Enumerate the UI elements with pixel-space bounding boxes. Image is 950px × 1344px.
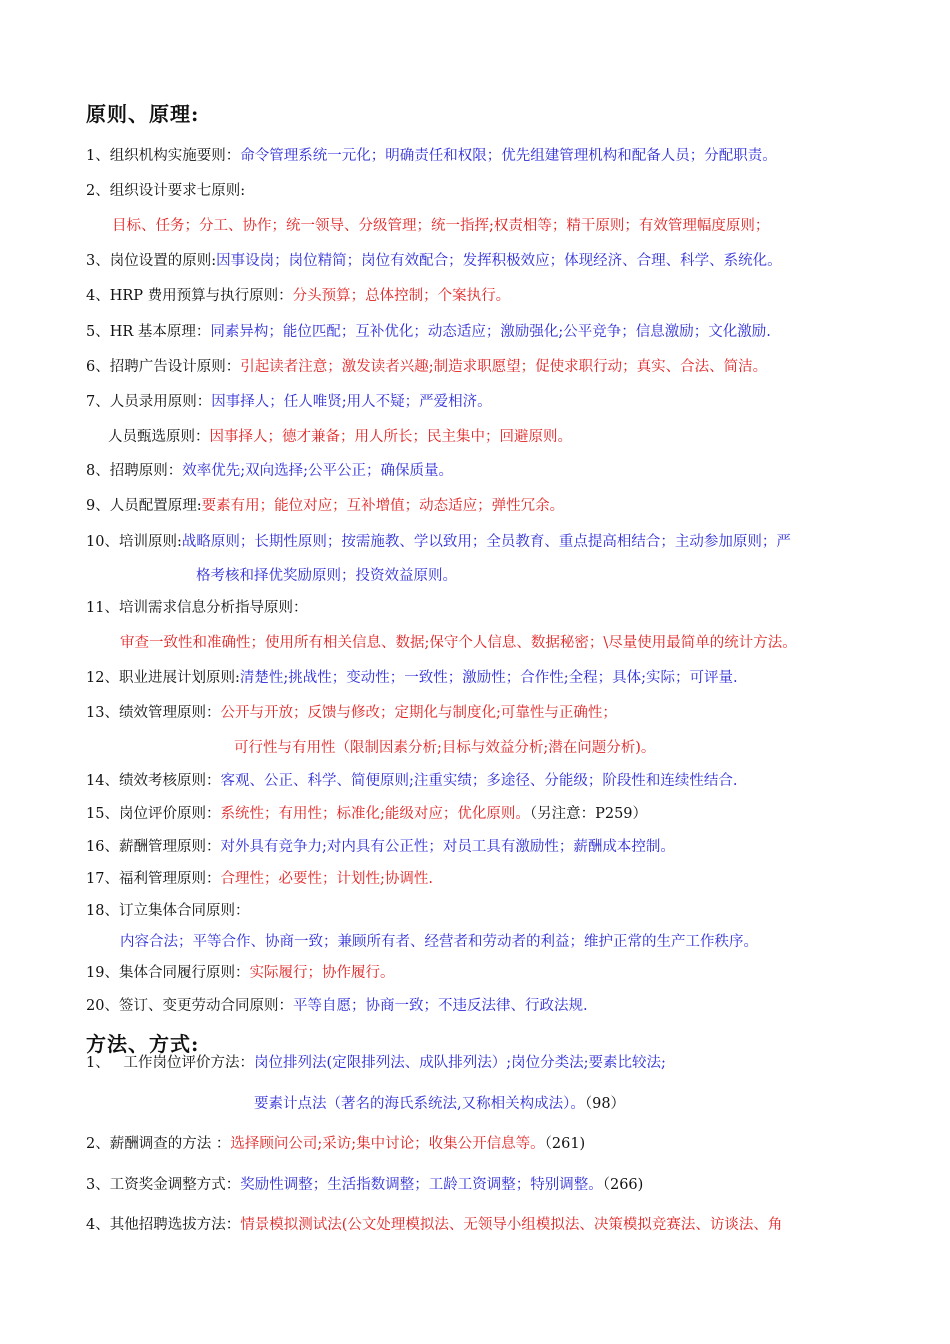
item-value: 分头预算；总体控制；个案执行。 <box>292 288 511 304</box>
item-value: 命令管理系统一元化；明确责任和权限；优先组建管理机构和配备人员；分配职责。 <box>240 148 777 164</box>
item-value: 平等自愿；协商一致；不违反法律、行政法规. <box>292 998 588 1014</box>
item-13-continuation: 可行性与有用性（限制因素分析;目标与效益分析;潜在问题分析)。 <box>234 740 656 756</box>
item-label: 4、其他招聘选拔方法： <box>86 1217 241 1233</box>
item-label: 3、岗位设置的原则: <box>86 253 217 269</box>
item-10-continuation: 格考核和择优奖励原则；投资效益原则。 <box>196 568 457 584</box>
item-label: 2、薪酬调查的方法 ： <box>86 1136 231 1152</box>
item-11 <box>86 598 307 618</box>
item-value: 情景模拟测试法(公文处理模拟法、无领导小组模拟法、决策模拟竞赛法、访谈法、角 <box>240 1217 783 1233</box>
item-note: （98） <box>584 1096 626 1112</box>
item-value: 战略原则；长期性原则；按需施教、学以致用；全员教育、重点提高相结合；主动参加原则；严 <box>181 534 791 550</box>
item-label: 15、岗位评价原则： <box>86 806 221 822</box>
item-6 <box>86 357 767 377</box>
item-7 <box>86 392 492 412</box>
item-19 <box>86 963 394 983</box>
item-9 <box>86 496 564 516</box>
item-label: 人员甄选原则： <box>108 429 210 445</box>
item-label: 14、绩效考核原则： <box>86 773 221 789</box>
item-2 <box>86 181 245 201</box>
item-2-continuation: 目标、任务；分工、协作；统一领导、分级管理；统一指挥;权责相等；精干原则；有效管理幅度原则； <box>112 218 770 234</box>
item-value: 因事择人；任人唯贤;用人不疑；严爱相济。 <box>211 394 492 410</box>
item-value: 岗位排列法(定限排列法、成队排列法）;岗位分类法;要素比较法; <box>254 1055 666 1071</box>
item-7-sub <box>108 427 572 447</box>
method-1-continuation <box>254 1094 625 1114</box>
item-label: 17、福利管理原则： <box>86 871 221 887</box>
item-10 <box>86 532 791 552</box>
item-note: （261) <box>544 1136 586 1152</box>
section-heading-principles: 原则、原理: <box>86 102 200 126</box>
item-value: 系统性；有用性；标准化;能级对应；优化原则。 <box>220 806 530 822</box>
item-value: 合理性；必要性；计划性;协调性. <box>220 871 433 887</box>
item-5 <box>86 322 771 342</box>
item-label: 5、HR 基本原理： <box>86 324 211 340</box>
item-value: 因事择人；德才兼备；用人所长；民主集中；回避原则。 <box>209 429 572 445</box>
item-note: （266) <box>602 1177 644 1193</box>
item-value: 奖励性调整；生活指数调整；工龄工资调整；特别调整。 <box>240 1177 603 1193</box>
item-value: 要素计点法（著名的海氏系统法,又称相关构成法）。 <box>254 1096 585 1112</box>
item-label: 3、工资奖金调整方式： <box>86 1177 241 1193</box>
item-label: 4、HRP 费用预算与执行原则： <box>86 288 293 304</box>
item-11-continuation: 审查一致性和准确性；使用所有相关信息、数据;保守个人信息、数据秘密；\尽量使用最简单的统计方法。 <box>120 635 797 651</box>
item-label: 7、人员录用原则： <box>86 394 212 410</box>
item-value: 选择顾问公司;采访;集中讨论；收集公开信息等。 <box>230 1136 545 1152</box>
item-value: 客观、公正、科学、简便原则;注重实绩；多途径、分能级；阶段性和连续性结合. <box>220 773 738 789</box>
item-4 <box>86 286 510 306</box>
item-16 <box>86 837 675 857</box>
item-label: 16、薪酬管理原则： <box>86 839 221 855</box>
method-4 <box>86 1215 782 1235</box>
item-13 <box>86 703 617 723</box>
item-note: （另注意：P259） <box>529 806 648 822</box>
item-value: 清楚性;挑战性；变动性；一致性；激励性；合作性;全程；具体;实际；可评量. <box>239 670 738 686</box>
item-label: 20、签订、变更劳动合同原则： <box>86 998 293 1014</box>
item-label: 12、职业进展计划原则: <box>86 670 240 686</box>
item-label: 2、组织设计要求七原则: <box>86 183 246 199</box>
method-1 <box>86 1053 666 1073</box>
item-value: 同素异构；能位匹配；互补优化；动态适应；激励强化;公平竞争；信息激励；文化激励. <box>210 324 771 340</box>
item-15 <box>86 804 647 824</box>
item-label: 8、招聘原则： <box>86 463 183 479</box>
item-label: 6、招聘广告设计原则： <box>86 359 241 375</box>
item-value: 要素有用；能位对应；互补增值；动态适应；弹性冗余。 <box>201 498 565 514</box>
item-17 <box>86 869 433 889</box>
item-12 <box>86 668 738 688</box>
item-18 <box>86 901 249 921</box>
item-label: 1、组织机构实施要则： <box>86 148 241 164</box>
item-label: 1、 工作岗位评价方法： <box>86 1055 255 1071</box>
item-value: 对外具有竞争力;对内具有公正性；对员工具有激励性；薪酬成本控制。 <box>220 839 675 855</box>
method-2 <box>86 1134 585 1154</box>
item-1 <box>86 146 777 166</box>
item-8 <box>86 461 453 481</box>
item-label: 18、订立集体合同原则： <box>86 903 250 919</box>
item-label: 9、人员配置原理: <box>86 498 202 514</box>
section-heading-methods: 方法、方式: <box>86 1032 200 1056</box>
item-value: 因事设岗；岗位精简；岗位有效配合；发挥积极效应；体现经济、合理、科学、系统化。 <box>216 253 782 269</box>
item-label: 10、培训原则: <box>86 534 182 550</box>
item-label: 13、绩效管理原则： <box>86 705 221 721</box>
item-value: 引起读者注意；激发读者兴趣;制造求职愿望；促使求职行动；真实、合法、简洁。 <box>240 359 768 375</box>
item-value: 公开与开放；反馈与修改；定期化与制度化;可靠性与正确性； <box>220 705 617 721</box>
item-14 <box>86 771 737 791</box>
item-label: 19、集体合同履行原则： <box>86 965 250 981</box>
item-20 <box>86 996 588 1016</box>
item-value: 效率优先;双向选择;公平公正；确保质量。 <box>182 463 454 479</box>
item-label: 11、培训需求信息分析指导原则： <box>86 600 308 616</box>
item-18-continuation: 内容合法；平等合作、协商一致；兼顾所有者、经营者和劳动者的利益；维护正常的生产工作秩序。 <box>120 934 758 950</box>
item-value: 实际履行；协作履行。 <box>249 965 395 981</box>
method-3 <box>86 1175 643 1195</box>
item-3 <box>86 251 782 271</box>
